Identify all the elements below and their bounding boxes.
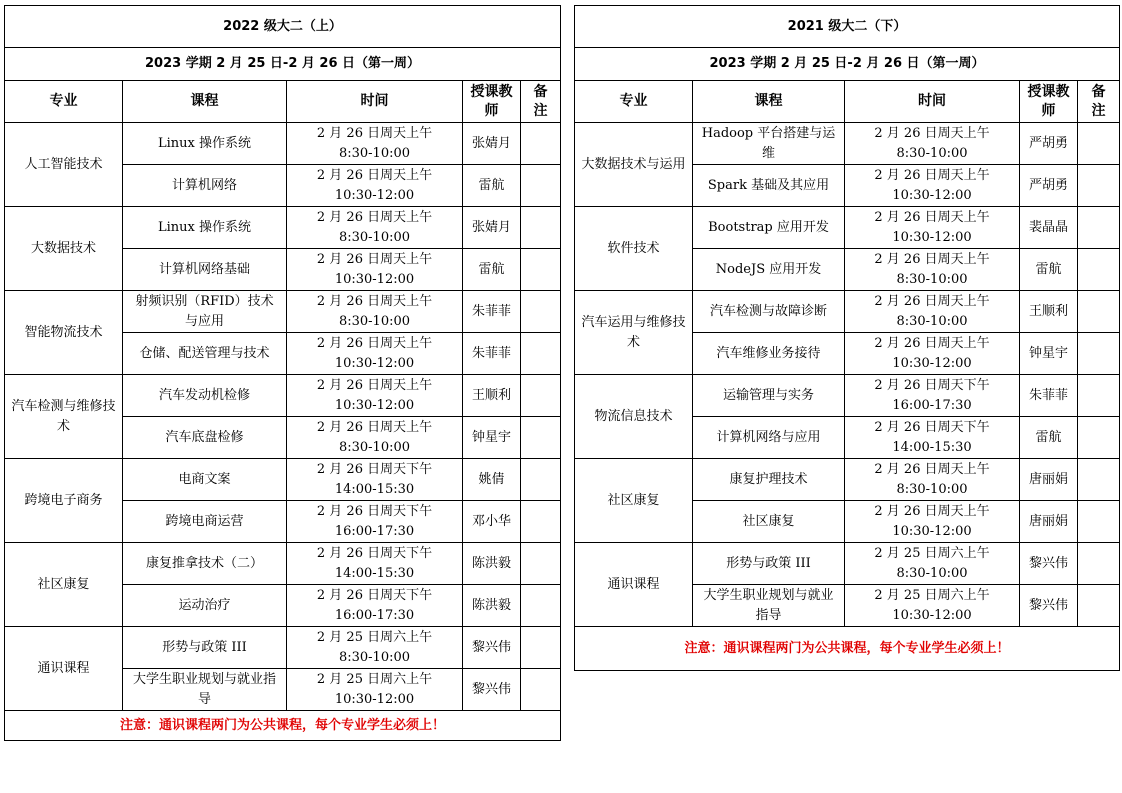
time-hours: 10:30-12:00	[334, 187, 415, 203]
time-cell	[287, 459, 463, 501]
time-hours: 14:00-15:30	[334, 481, 415, 497]
time-date: 2 月 26 日周天下午	[874, 377, 990, 393]
course-cell: 跨境电商运营	[123, 501, 287, 543]
teacher-cell: 陈洪毅	[463, 585, 521, 627]
note-cell	[521, 501, 561, 543]
time-date: 2 月 26 日周天下午	[316, 461, 433, 477]
header-teacher: 授课教师	[1020, 81, 1078, 123]
time-date: 2 月 26 日周天上午	[316, 293, 433, 309]
time-hours: 14:00-15:30	[892, 439, 972, 455]
left-schedule-body	[5, 123, 561, 711]
time-hours: 8:30-10:00	[338, 229, 411, 245]
time-cell	[287, 627, 463, 669]
course-cell: 汽车底盘检修	[123, 417, 287, 459]
note-cell	[1078, 459, 1120, 501]
teacher-cell: 黎兴伟	[1020, 543, 1078, 585]
time-cell	[287, 585, 463, 627]
table-row	[575, 375, 1120, 417]
time-cell	[845, 291, 1020, 333]
footnote: 注意：通识课程两门为公共课程，每个专业学生必须上！	[575, 627, 1120, 671]
course-cell: 汽车发动机检修	[123, 375, 287, 417]
table-row	[575, 543, 1120, 585]
time-cell	[287, 291, 463, 333]
time-cell	[287, 501, 463, 543]
course-cell: Spark 基础及其应用	[693, 165, 845, 207]
time-hours: 10:30-12:00	[334, 355, 415, 371]
time-date: 2 月 26 日周天上午	[316, 251, 433, 267]
time-cell	[287, 249, 463, 291]
note-cell	[1078, 501, 1120, 543]
teacher-cell: 雷航	[463, 165, 521, 207]
header-course: 课程	[123, 81, 287, 123]
course-cell: 汽车维修业务接待	[693, 333, 845, 375]
major-cell: 社区康复	[575, 459, 693, 543]
major-cell: 汽车运用与维修技术	[575, 291, 693, 375]
teacher-cell: 黎兴伟	[1020, 585, 1078, 627]
time-cell	[845, 123, 1020, 165]
time-date: 2 月 25 日周六上午	[874, 587, 990, 603]
course-cell: 形势与政策 III	[693, 543, 845, 585]
time-cell	[845, 501, 1020, 543]
major-cell: 通识课程	[5, 627, 123, 711]
course-cell: 大学生职业规划与就业指导	[693, 585, 845, 627]
time-cell	[845, 165, 1020, 207]
table-row	[5, 543, 561, 585]
time-hours: 8:30-10:00	[896, 145, 968, 161]
major-cell: 汽车检测与维修技术	[5, 375, 123, 459]
time-date: 2 月 26 日周天上午	[874, 335, 990, 351]
right-schedule-table	[574, 5, 1120, 671]
teacher-cell: 黎兴伟	[463, 627, 521, 669]
time-hours: 16:00-17:30	[334, 607, 415, 623]
time-date: 2 月 26 日周天上午	[316, 209, 433, 225]
table-row	[575, 459, 1120, 501]
time-hours: 8:30-10:00	[896, 313, 968, 329]
time-date: 2 月 26 日周天上午	[874, 125, 990, 141]
time-hours: 8:30-10:00	[338, 313, 411, 329]
teacher-cell: 姚倩	[463, 459, 521, 501]
note-cell	[521, 207, 561, 249]
time-date: 2 月 26 日周天下午	[874, 419, 990, 435]
teacher-cell: 黎兴伟	[463, 669, 521, 711]
time-date: 2 月 26 日周天上午	[316, 125, 433, 141]
note-cell	[1078, 249, 1120, 291]
course-cell: 射频识别（RFID）技术与应用	[123, 291, 287, 333]
time-hours: 10:30-12:00	[892, 607, 972, 623]
footnote: 注意：通识课程两门为公共课程，每个专业学生必须上！	[5, 711, 561, 741]
time-cell	[845, 417, 1020, 459]
note-cell	[1078, 207, 1120, 249]
time-date: 2 月 26 日周天上午	[874, 293, 990, 309]
course-cell: 康复护理技术	[693, 459, 845, 501]
course-cell: Linux 操作系统	[123, 207, 287, 249]
teacher-cell: 邓小华	[463, 501, 521, 543]
time-hours: 10:30-12:00	[892, 187, 972, 203]
course-cell: 计算机网络与应用	[693, 417, 845, 459]
course-cell: 康复推拿技术（二）	[123, 543, 287, 585]
teacher-cell: 王顺利	[463, 375, 521, 417]
teacher-cell: 朱菲菲	[1020, 375, 1078, 417]
course-cell: Hadoop 平台搭建与运维	[693, 123, 845, 165]
course-cell: 电商文案	[123, 459, 287, 501]
teacher-cell: 雷航	[1020, 249, 1078, 291]
teacher-cell: 唐丽娟	[1020, 459, 1078, 501]
teacher-cell: 钟星宇	[463, 417, 521, 459]
time-date: 2 月 26 日周天上午	[874, 209, 990, 225]
header-teacher: 授课教师	[463, 81, 521, 123]
note-cell	[521, 165, 561, 207]
left-schedule-table	[4, 5, 561, 741]
table-subtitle: 2023 学期 2 月 25 日-2 月 26 日（第一周）	[575, 48, 1120, 81]
table-row	[575, 207, 1120, 249]
time-cell	[845, 585, 1020, 627]
time-cell	[287, 333, 463, 375]
teacher-cell: 朱菲菲	[463, 333, 521, 375]
note-cell	[521, 417, 561, 459]
course-cell: 形势与政策 III	[123, 627, 287, 669]
major-cell: 大数据技术	[5, 207, 123, 291]
header-major: 专业	[575, 81, 693, 123]
course-cell: 社区康复	[693, 501, 845, 543]
course-cell: NodeJS 应用开发	[693, 249, 845, 291]
teacher-cell: 唐丽娟	[1020, 501, 1078, 543]
time-cell	[287, 207, 463, 249]
time-hours: 10:30-12:00	[334, 691, 415, 707]
table-row	[5, 627, 561, 669]
note-cell	[521, 291, 561, 333]
major-cell: 物流信息技术	[575, 375, 693, 459]
time-date: 2 月 26 日周天上午	[874, 503, 990, 519]
time-cell	[845, 249, 1020, 291]
time-cell	[287, 165, 463, 207]
time-hours: 8:30-10:00	[896, 481, 968, 497]
table-row	[575, 291, 1120, 333]
major-cell: 跨境电子商务	[5, 459, 123, 543]
teacher-cell: 朱菲菲	[463, 291, 521, 333]
time-hours: 8:30-10:00	[896, 565, 968, 581]
time-cell	[845, 207, 1020, 249]
course-cell: 汽车检测与故障诊断	[693, 291, 845, 333]
time-hours: 16:00-17:30	[334, 523, 415, 539]
time-cell	[287, 417, 463, 459]
course-cell: 运输管理与实务	[693, 375, 845, 417]
teacher-cell: 张婧月	[463, 123, 521, 165]
table-row	[5, 291, 561, 333]
note-cell	[1078, 375, 1120, 417]
note-cell	[1078, 417, 1120, 459]
note-cell	[521, 459, 561, 501]
time-hours: 8:30-10:00	[896, 271, 968, 287]
table-row	[575, 123, 1120, 165]
course-cell: 大学生职业规划与就业指导	[123, 669, 287, 711]
note-cell	[521, 585, 561, 627]
time-hours: 10:30-12:00	[892, 355, 972, 371]
time-date: 2 月 25 日周六上午	[316, 629, 433, 645]
note-cell	[521, 627, 561, 669]
time-hours: 14:00-15:30	[334, 565, 415, 581]
time-date: 2 月 26 日周天下午	[316, 545, 433, 561]
time-date: 2 月 26 日周天上午	[316, 167, 433, 183]
time-hours: 10:30-12:00	[334, 271, 415, 287]
teacher-cell: 雷航	[463, 249, 521, 291]
course-cell: 计算机网络基础	[123, 249, 287, 291]
course-cell: Bootstrap 应用开发	[693, 207, 845, 249]
header-time: 时间	[845, 81, 1020, 123]
time-cell	[287, 375, 463, 417]
time-cell	[845, 375, 1020, 417]
time-hours: 10:30-12:00	[892, 523, 972, 539]
time-hours: 8:30-10:00	[338, 649, 411, 665]
note-cell	[1078, 585, 1120, 627]
teacher-cell: 严胡勇	[1020, 123, 1078, 165]
time-date: 2 月 25 日周六上午	[316, 671, 433, 687]
teacher-cell: 张婧月	[463, 207, 521, 249]
table-title: 2021 级大二（下）	[575, 6, 1120, 48]
header-note: 备注	[521, 81, 561, 123]
table-row	[5, 207, 561, 249]
header-note: 备注	[1078, 81, 1120, 123]
major-cell: 社区康复	[5, 543, 123, 627]
major-cell: 通识课程	[575, 543, 693, 627]
table-row	[5, 123, 561, 165]
major-cell: 大数据技术与运用	[575, 123, 693, 207]
teacher-cell: 裴晶晶	[1020, 207, 1078, 249]
time-hours: 16:00-17:30	[892, 397, 972, 413]
note-cell	[521, 669, 561, 711]
time-hours: 8:30-10:00	[338, 145, 411, 161]
table-subtitle: 2023 学期 2 月 25 日-2 月 26 日（第一周）	[5, 48, 561, 81]
time-date: 2 月 26 日周天下午	[316, 503, 433, 519]
header-time: 时间	[287, 81, 463, 123]
time-hours: 10:30-12:00	[892, 229, 972, 245]
course-cell: Linux 操作系统	[123, 123, 287, 165]
table-row	[5, 459, 561, 501]
time-hours: 10:30-12:00	[334, 397, 415, 413]
time-cell	[287, 123, 463, 165]
time-cell	[845, 459, 1020, 501]
time-date: 2 月 26 日周天上午	[874, 461, 990, 477]
course-cell: 运动治疗	[123, 585, 287, 627]
note-cell	[521, 123, 561, 165]
time-date: 2 月 25 日周六上午	[874, 545, 990, 561]
note-cell	[521, 375, 561, 417]
time-cell	[287, 669, 463, 711]
header-major: 专业	[5, 81, 123, 123]
course-cell: 计算机网络	[123, 165, 287, 207]
right-schedule-body	[575, 123, 1120, 627]
major-cell: 软件技术	[575, 207, 693, 291]
teacher-cell: 雷航	[1020, 417, 1078, 459]
time-hours: 8:30-10:00	[338, 439, 411, 455]
teacher-cell: 严胡勇	[1020, 165, 1078, 207]
teacher-cell: 陈洪毅	[463, 543, 521, 585]
header-course: 课程	[693, 81, 845, 123]
teacher-cell: 王顺利	[1020, 291, 1078, 333]
note-cell	[1078, 123, 1120, 165]
major-cell: 人工智能技术	[5, 123, 123, 207]
major-cell: 智能物流技术	[5, 291, 123, 375]
time-cell	[845, 333, 1020, 375]
note-cell	[521, 249, 561, 291]
teacher-cell: 钟星宇	[1020, 333, 1078, 375]
time-date: 2 月 26 日周天上午	[874, 251, 990, 267]
note-cell	[1078, 165, 1120, 207]
time-date: 2 月 26 日周天上午	[316, 419, 433, 435]
time-cell	[845, 543, 1020, 585]
time-date: 2 月 26 日周天上午	[316, 335, 433, 351]
note-cell	[1078, 333, 1120, 375]
course-cell: 仓储、配送管理与技术	[123, 333, 287, 375]
time-cell	[287, 543, 463, 585]
note-cell	[521, 333, 561, 375]
time-date: 2 月 26 日周天上午	[874, 167, 990, 183]
note-cell	[1078, 543, 1120, 585]
note-cell	[1078, 291, 1120, 333]
time-date: 2 月 26 日周天上午	[316, 377, 433, 393]
table-title: 2022 级大二（上）	[5, 6, 561, 48]
note-cell	[521, 543, 561, 585]
table-row	[5, 375, 561, 417]
time-date: 2 月 26 日周天下午	[316, 587, 433, 603]
